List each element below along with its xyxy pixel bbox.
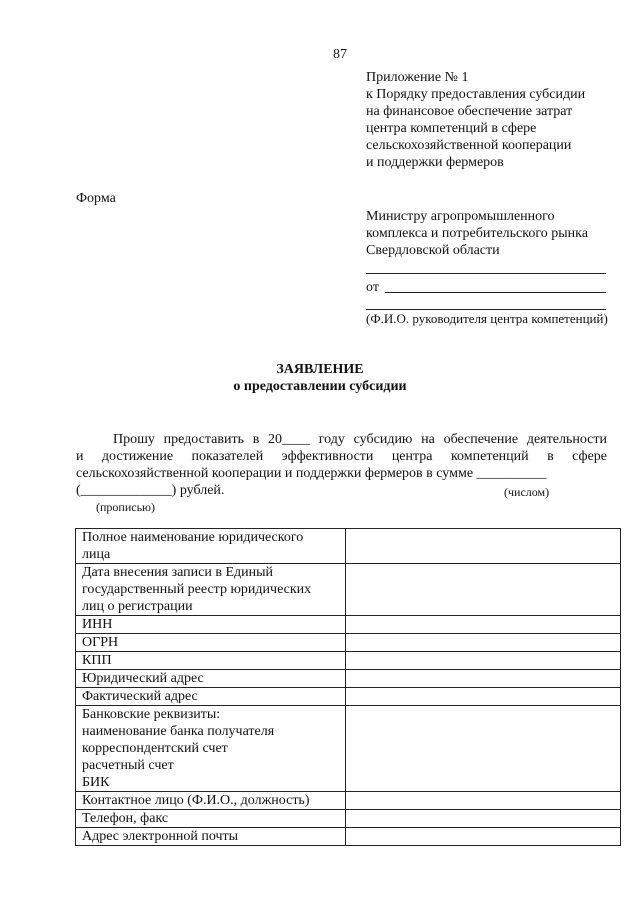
field-label: государственный реестр юридических (82, 582, 312, 597)
field-label: Юридический адрес (82, 671, 204, 686)
appendix-line: на финансовое обеспечение затрат (366, 104, 573, 119)
field-value-cell[interactable] (346, 529, 621, 564)
field-value-cell[interactable] (346, 564, 621, 616)
table-row (76, 810, 621, 828)
field-label: Контактное лицо (Ф.И.О., должность) (82, 793, 310, 808)
field-label-cell (76, 828, 346, 846)
body-line-3 (76, 465, 607, 482)
field-label-cell (76, 688, 346, 706)
field-label: Адрес электронной почты (82, 829, 239, 844)
body-line-4: (_____________) рублей. (76, 483, 225, 498)
field-label: КПП (82, 653, 112, 668)
addressee-block (366, 208, 588, 259)
field-label-cell (76, 564, 346, 616)
appendix-line: и поддержки фермеров (366, 155, 504, 170)
table-row (76, 670, 621, 688)
appendix-line: центра компетенций в сфере (366, 121, 537, 136)
field-value-cell[interactable] (346, 706, 621, 792)
field-label-cell (76, 670, 346, 688)
field-label: наименование банка получателя (82, 724, 275, 739)
field-label: ИНН (82, 617, 113, 632)
field-label: расчетный счет (82, 758, 174, 773)
table-row (76, 792, 621, 810)
body-text: Прошу предоставить в 20____ году субсидию на обеспечение деятельности (113, 432, 607, 447)
field-label: корреспондентский счет (82, 741, 228, 756)
document-subtitle: о предоставлении субсидии (233, 379, 407, 394)
field-label: Полное наименование юридического (82, 530, 304, 545)
table-row (76, 706, 621, 792)
addressee-line: комплекса и потребительского рынка (366, 226, 588, 241)
body-text: и достижение показателей эффективности центра компетенций в сфере (76, 449, 607, 464)
table-row (76, 616, 621, 634)
field-value-cell[interactable] (346, 670, 621, 688)
field-value-cell[interactable] (346, 634, 621, 652)
form-label: Форма (76, 191, 116, 206)
field-label: лица (82, 547, 111, 562)
fio-caption: (Ф.И.О. руководителя центра компетенций) (366, 311, 608, 326)
table-row (76, 828, 621, 846)
field-label: Телефон, факс (82, 811, 169, 826)
field-label-cell (76, 616, 346, 634)
field-value-cell[interactable] (346, 688, 621, 706)
field-label: Дата внесения записи в Единый (82, 565, 274, 580)
table-row (76, 564, 621, 616)
body-text: сельскохозяйственной кооперации и поддержки фермеров в сумме __________ (76, 466, 547, 481)
field-label-cell (76, 652, 346, 670)
caption-numeric: (числом) (504, 485, 550, 499)
addressee-blank-line (366, 273, 606, 274)
body-line-2 (76, 448, 607, 465)
table-row (76, 688, 621, 706)
table-row (76, 634, 621, 652)
field-label-cell (76, 810, 346, 828)
field-label: лиц о регистрации (82, 599, 193, 614)
table-row (76, 652, 621, 670)
from-blank-line (385, 292, 606, 293)
field-value-cell[interactable] (346, 652, 621, 670)
body-line-1 (113, 431, 607, 448)
addressee-line: Свердловской области (366, 243, 500, 258)
field-label-cell (76, 792, 346, 810)
field-label-cell (76, 706, 346, 792)
field-label-cell (76, 634, 346, 652)
applicant-info-table (75, 528, 621, 846)
appendix-block (366, 69, 585, 171)
caption-words: (прописью) (96, 500, 156, 514)
field-label: Банковские реквизиты: (82, 707, 221, 722)
page-number: 87 (333, 47, 347, 62)
from-label: от (366, 280, 379, 295)
addressee-line: Министру агропромышленного (366, 209, 555, 224)
field-value-cell[interactable] (346, 828, 621, 846)
appendix-line: Приложение № 1 (366, 70, 469, 85)
field-label: БИК (82, 775, 110, 790)
field-value-cell[interactable] (346, 810, 621, 828)
field-value-cell[interactable] (346, 616, 621, 634)
field-label: ОГРН (82, 635, 119, 650)
fio-blank-line (366, 309, 606, 310)
field-label-cell (76, 529, 346, 564)
field-label: Фактический адрес (82, 689, 198, 704)
appendix-line: сельскохозяйственной кооперации (366, 138, 572, 153)
field-value-cell[interactable] (346, 792, 621, 810)
table-row (76, 529, 621, 564)
appendix-line: к Порядку предоставления субсидии (366, 87, 586, 102)
document-title: ЗАЯВЛЕНИЕ (276, 362, 364, 377)
